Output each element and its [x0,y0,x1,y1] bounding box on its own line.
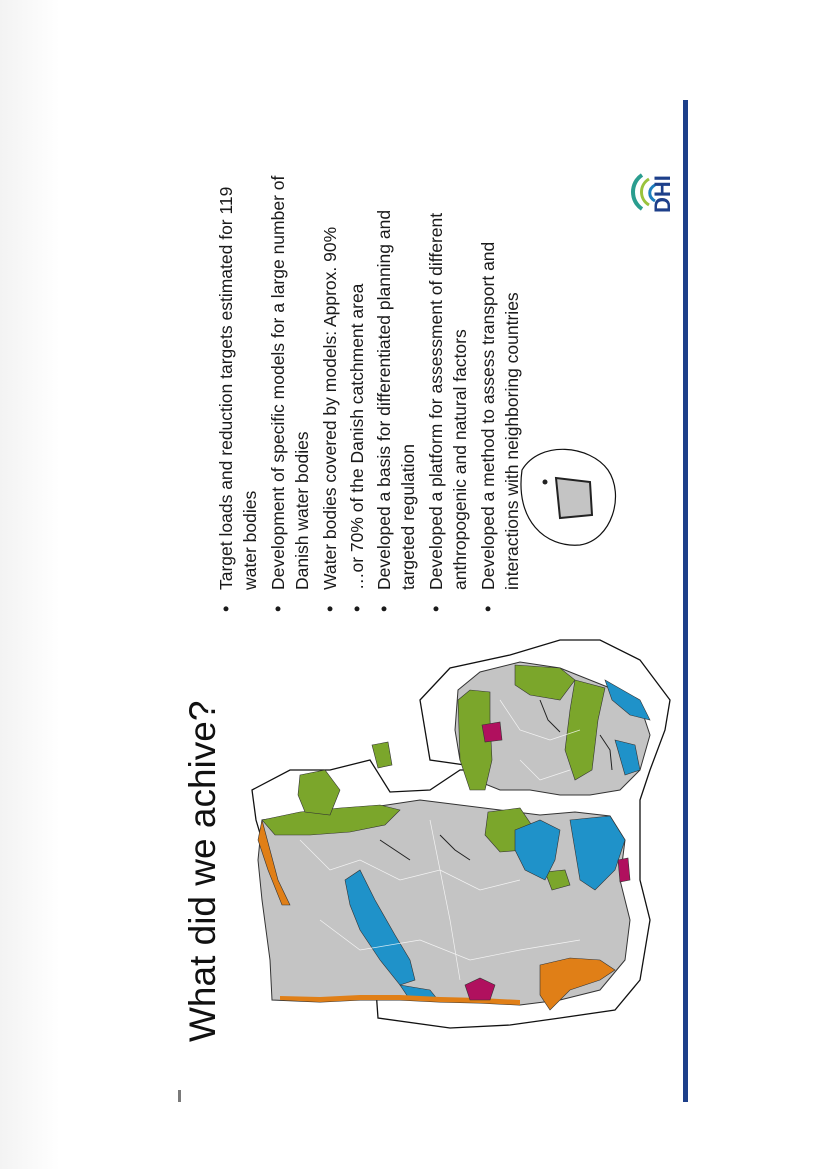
bullet-item [426,213,470,612]
slide-title: What did we achive? [182,700,223,1042]
bullet-item [216,187,260,612]
svg-text:•: • [268,605,288,612]
bullet-list [216,175,522,612]
green-island [298,770,340,815]
svg-text:•: • [320,605,340,612]
bullet-line: Water bodies covered by models: Approx. 90% [320,226,340,590]
bullet-item [478,242,522,612]
dhi-logo [633,175,675,213]
dhi-logo-text: DHI [650,175,675,213]
svg-text:•: • [216,605,236,612]
bullet-item [268,175,312,612]
bullet-line: anthropogenic and natural factors [450,329,470,590]
svg-text:•: • [347,605,367,612]
bullet-item [347,283,367,612]
svg-text:•: • [426,605,446,612]
svg-text:•: • [374,605,394,612]
bullet-line: Danish water bodies [292,431,312,590]
magenta-water-body [482,722,502,742]
bullet-item [320,227,340,612]
bullet-line: Developed a basis for differentiated planning and [374,209,394,590]
bullet-line: Developed a method to assess transport and [478,241,498,590]
bullet-line: water bodies [240,490,260,590]
bullet-line: targeted regulation [398,444,418,590]
svg-text:•: • [478,605,498,612]
slide-bottom-rule [178,1090,181,1102]
bullet-line: Target loads and reduction targets estimated for 119 [216,186,236,590]
bornholm-map [521,449,616,545]
green-island [372,742,392,768]
bullet-item [374,210,418,612]
bullet-line: Developed a platform for assessment of different [426,212,446,590]
bullet-line: …or 70% of the Danish catchment area [347,283,367,590]
bullet-line: interactions with neighboring countries [502,292,522,590]
brand-rule [683,100,688,1102]
denmark-map [252,640,670,1028]
bullet-line: Development of specific models for a large number of [268,175,288,590]
magenta-water-body [618,858,630,882]
